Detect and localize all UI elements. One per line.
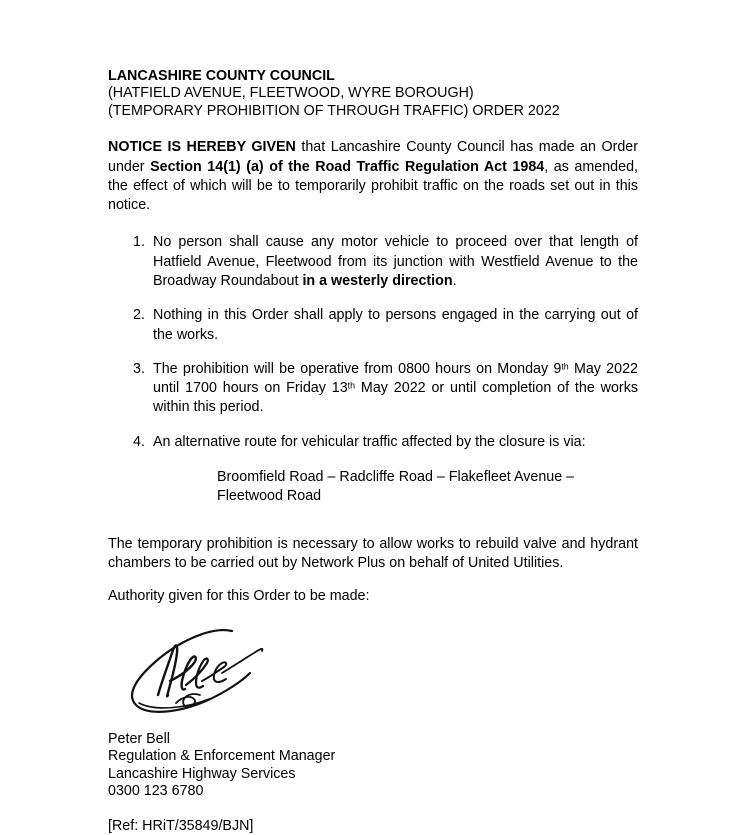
- clause-segment-a: The prohibition will be operative from 0800 hours on Monday 9: [153, 360, 562, 377]
- signatory-phone: 0300 123 6780: [108, 783, 204, 800]
- signature-area: [108, 621, 638, 731]
- reason-paragraph: The temporary prohibition is necessary to allow works to rebuild valve and hydrant chambers to be carried out by Network Plus on behalf of United Utilities.: [108, 535, 638, 571]
- notice-lead-bold: NOTICE IS HEREBY GIVEN: [108, 139, 296, 156]
- notice-part1: that Lancashire County Council has made an Order under: [108, 139, 638, 175]
- document-heading: [108, 68, 638, 120]
- alternative-route-block: [217, 468, 638, 507]
- clause-marker: 4.: [133, 433, 145, 450]
- clause-item-3: [108, 360, 638, 418]
- clause-segment-c: May 2022 or until completion of the works within this period.: [153, 380, 638, 416]
- signatory-name: Peter Bell: [108, 730, 170, 747]
- clause-text-before: No person shall cause any motor vehicle to proceed over that length of Hatfield Avenue, Fleetwood from its junction with Westfield Avenue to the Broadway Roundabout: [153, 234, 638, 289]
- heading-location: (HATFIELD AVENUE, FLEETWOOD, WYRE BOROUGH): [108, 85, 474, 102]
- clause-marker: 1.: [133, 234, 145, 251]
- clause-item-4: [108, 433, 638, 507]
- ordinal-suffix-end-date: th: [347, 380, 356, 391]
- authority-line: Authority given for this Order to be made:: [108, 588, 370, 605]
- heading-order: (TEMPORARY PROHIBITION OF THROUGH TRAFFIC) ORDER 2022: [108, 102, 560, 119]
- heading-authority: LANCASHIRE COUNTY COUNCIL: [108, 68, 335, 84]
- clause-marker: 2.: [133, 307, 145, 324]
- document-content: [108, 68, 638, 835]
- notice-act-bold: Section 14(1) (a) of the Road Traffic Regulation Act 1984: [150, 158, 545, 175]
- clause-text-before: Nothing in this Order shall apply to persons engaged in the carrying out of the works.: [153, 307, 638, 343]
- clause-text-after: .: [452, 273, 457, 289]
- alternative-route-line-2: Fleetwood Road: [217, 488, 322, 505]
- clause-text-before: An alternative route for vehicular traffic affected by the closure is via:: [153, 433, 586, 450]
- signatory-department: Lancashire Highway Services: [108, 765, 296, 782]
- ordinal-suffix-start-date: th: [561, 361, 569, 372]
- clause-marker: 3.: [133, 360, 145, 377]
- clause-text-bold: in a westerly direction: [302, 273, 453, 289]
- notice-part2: , as amended, the effect of which will be to temporarily prohibit traffic on the roads set out in this notice.: [108, 158, 638, 214]
- clause-item-1: [108, 233, 638, 291]
- clause-list: [108, 233, 638, 506]
- clause-segment-b: May 2022 until 1700 hours on Friday 13: [153, 360, 638, 397]
- alternative-route-line-1: Broomfield Road – Radcliffe Road – Flakefleet Avenue –: [217, 469, 575, 486]
- clause-item-2: [108, 306, 638, 345]
- reference-line: [Ref: HRiT/35849/BJN]: [108, 817, 254, 834]
- signature-image: [114, 621, 284, 721]
- signatory-title: Regulation & Enforcement Manager: [108, 748, 336, 765]
- section-spacer: [108, 522, 638, 535]
- notice-paragraph: [108, 138, 638, 215]
- signoff-block: [108, 731, 638, 801]
